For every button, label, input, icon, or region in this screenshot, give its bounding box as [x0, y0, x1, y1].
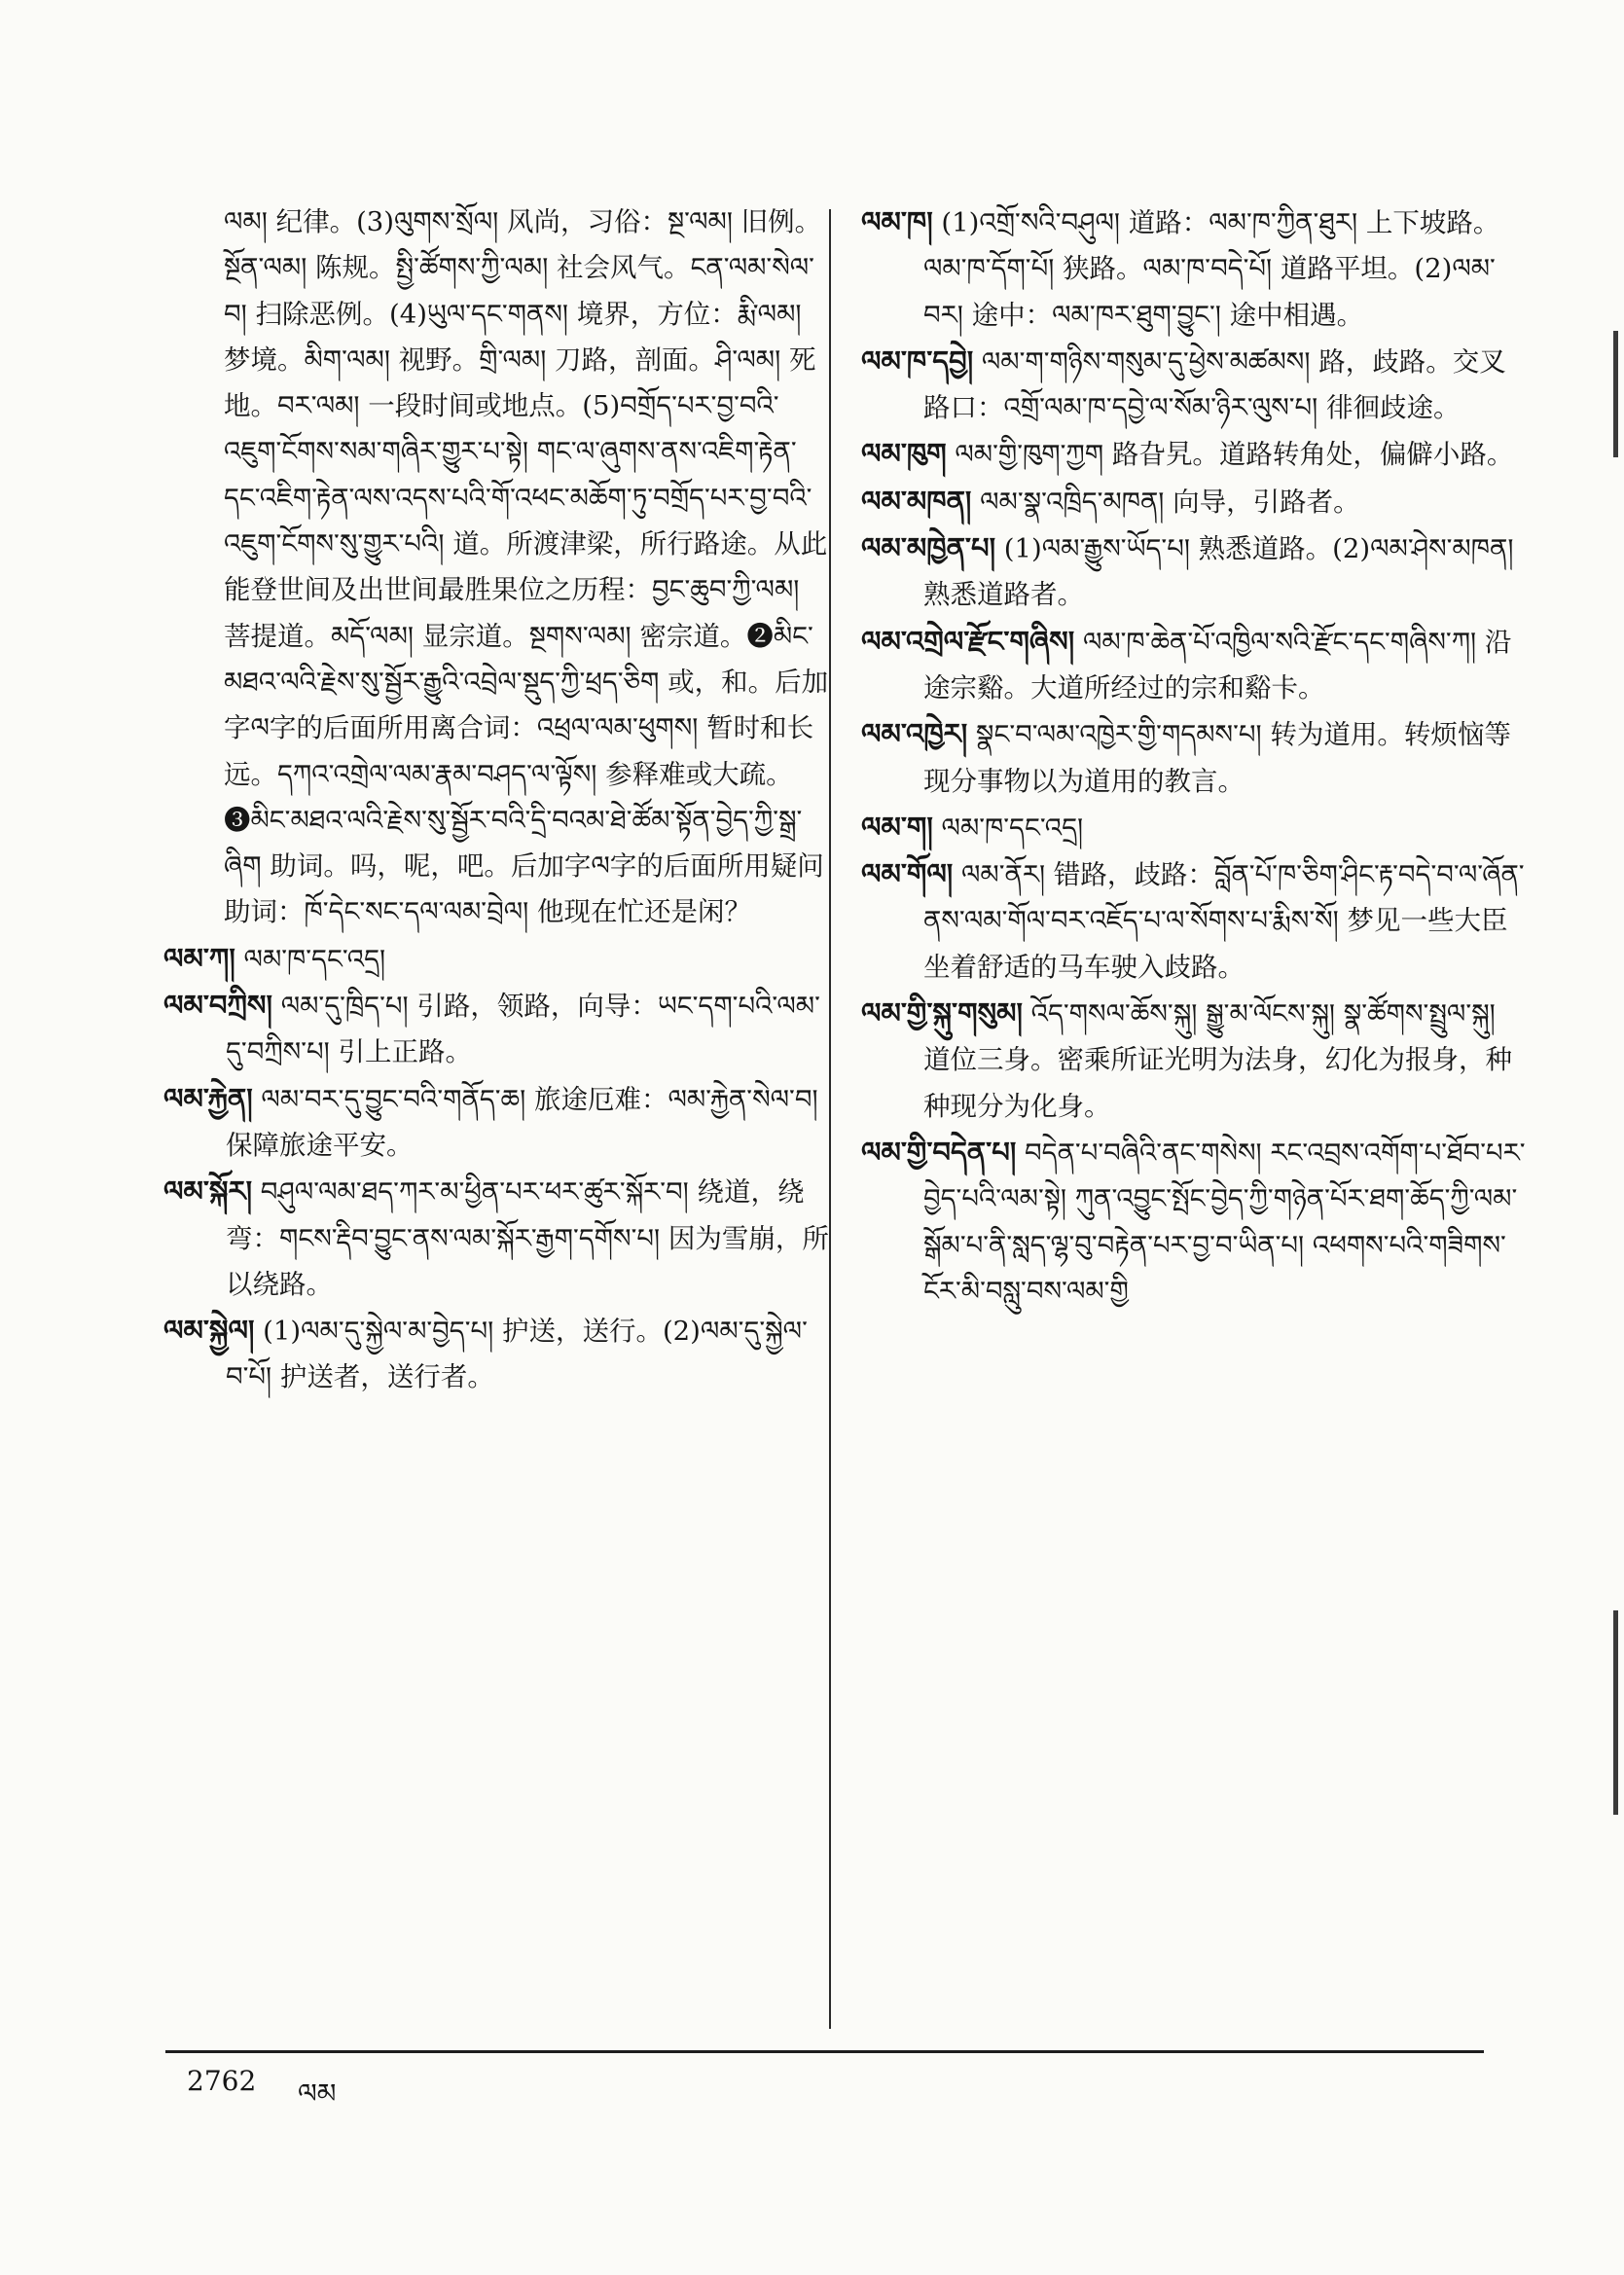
scan-edge-mark	[1613, 1610, 1618, 1815]
entry-text: (1)ལམ་དུ་སྐྱེལ་མ་བྱེད་པ། 护送，送行。(2)ལམ་དུ་སྐྱེལ་བ་པོ། 护送者，送行者。	[226, 1316, 808, 1393]
entry-headword: ལམ་ཁ།	[861, 205, 933, 238]
entry-text: ལམ་སྣ་འཁྲིད་མཁན། 向导，引路者。	[980, 486, 1360, 518]
entry-text: (1)འགྲོ་སའི་བཤུལ། 道路：ལམ་ཁ་ཀྱིན་ཐུར། 上下坡路。ལམ་ཁ་དོག་པོ། 狭路。ལམ་ཁ་བདེ་པོ། 道路平坦。(2)ལམ་བར། 途中：ལམ་ཁར་ཐུག་བྱུང་། 途中相遇。	[923, 207, 1500, 331]
dictionary-entry	[163, 983, 830, 1076]
entry-text: ལམ་བར་དུ་བྱུང་བའི་གནོད་ཆ། 旅途厄难：ལམ་རྐྱེན་སེལ་བ། 保障旅途平安。	[226, 1083, 818, 1161]
entry-headword: ལམ་གོལ།	[861, 857, 954, 891]
entry-headword: ལམ་རྐྱེན།	[163, 1081, 253, 1115]
dictionary-entry	[861, 431, 1528, 478]
dictionary-entry	[861, 619, 1528, 712]
entry-headword: ལམ་ཁ་དབྱེ།	[861, 343, 974, 378]
dictionary-entry	[163, 1169, 830, 1308]
entry-headword: ལམ་མཁན།	[861, 484, 972, 518]
entry-text: བཤུལ་ལམ་ཐད་ཀར་མ་ཕྱིན་པར་ཕར་ཚུར་སྐོར་བ། 绕道，绕弯：གངས་རྡིབ་བྱུང་ནས་ལམ་སྐོར་རྒྱག་དགོས་པ། 因为雪崩，所以绕路。	[226, 1176, 829, 1300]
entry-headword: ལམ་ག།	[861, 810, 933, 844]
entry-text: (1)ལམ་རྒྱུས་ཡོད་པ། 熟悉道路。(2)ལམ་ཤེས་མཁན། 熟悉道路者。	[923, 533, 1514, 611]
entry-text: ལམ་ག་གཉིས་གསུམ་དུ་ཕྱེས་མཚམས། 路，歧路。交叉路口：འགྲོ་ལམ་ཁ་དབྱེ་ལ་སོམ་ཉིར་ལུས་པ། 徘徊歧途。	[923, 345, 1506, 424]
entry-text: ལམ་ཁ་དང་འདྲ།	[243, 943, 386, 975]
dictionary-entry	[861, 525, 1528, 619]
entry-headword: ལམ་འགྲེལ་རྫོང་གཞིས།	[861, 624, 1075, 658]
entry-text: ལམ་དུ་ཁྲིད་པ། 引路，领路，向导：ཡང་དག་པའི་ལམ་དུ་བཀྲིས་པ། 引上正路。	[226, 991, 820, 1068]
dictionary-entry	[163, 199, 830, 936]
entry-headword: ལམ་གྱི་སྐུ་གསུམ།	[861, 996, 1023, 1030]
entry-headword: ལམ་སྐྱེལ།	[163, 1314, 255, 1348]
entry-text: ལམ་གྱི་ཁུག་ཀྱག 路旮旯。道路转角处，偏僻小路。	[955, 439, 1514, 471]
dictionary-entry	[861, 851, 1528, 991]
dictionary-entry	[861, 711, 1528, 805]
dictionary-entry	[861, 991, 1528, 1130]
dictionary-entry	[163, 1308, 830, 1401]
page-number: 2762	[187, 2065, 257, 2097]
footer-rule	[165, 2050, 1484, 2053]
running-head: ལམ	[298, 2077, 337, 2110]
entry-text: ལམ་ཁ་ཆེན་པོ་འཁྱིལ་སའི་རྫོང་དང་གཞིས་ཀ། 沿途宗谿。大道所经过的宗和谿卡。	[923, 626, 1512, 704]
entry-text: ལམ་ནོར། 错路，歧路：བློན་པོ་ཁ་ཅིག་ཤིང་རྟ་བདེ་བ་ལ་ཞོན་ནས་ལམ་གོལ་བར་འཇོད་པ་ལ་སོགས་པ་རྨིས་སོ། 梦见一些大臣坐着舒适的马车驶入歧路。	[923, 859, 1525, 983]
entry-text: བདེན་པ་བཞིའི་ནང་གསེས། རང་འབྲས་འགོག་པ་ཐོབ་པར་བྱེད་པའི་ལམ་སྟེ། ཀུན་འབྱུང་སྤོང་བྱེད་ཀྱི་གཉེན་པོར་ཐག་ཆོད་ཀྱི་ལམ་སྒོམ་པ་ནི་སླད་ལྷ་བུ་བརྟེན་པར་བྱ་བ་ཡིན་པ། འཕགས་པའི་གཟིགས་ངོར་མི་བསླུ་བས་ལམ་གྱི	[923, 1137, 1526, 1307]
dictionary-entry	[163, 936, 830, 983]
left-column	[163, 199, 830, 2009]
entry-text: ལམ་ཁ་དང་འདྲ།	[941, 812, 1084, 844]
entry-text: སྣང་བ་ལམ་འཁྱེར་གྱི་གདམས་པ། 转为道用。转烦恼等现分事物以为道用的教言。	[923, 719, 1511, 797]
entry-text: འོད་གསལ་ཆོས་སྐུ། སྒྱུ་མ་ལོངས་སྐུ། སྣ་ཚོགས་སྤྲུལ་སྐུ། 道位三身。密乘所证光明为法身，幻化为报身，种种现分为化身。	[923, 998, 1512, 1122]
entry-headword: ལམ་མཁྱེན་པ།	[861, 531, 996, 565]
entry-headword: ལམ་སྐོར།	[163, 1174, 253, 1209]
dictionary-entry	[163, 1076, 830, 1170]
entry-headword: ལམ་བཀྲིས།	[163, 989, 272, 1023]
dictionary-entry	[861, 339, 1528, 432]
entry-text: ལམ། 纪律。(3)ལུགས་སྲོལ། 风尚，习俗：སྔ་ལམ། 旧例。སྔོན་ལམ། 陈规。སྤྱི་ཚོགས་ཀྱི་ལམ། 社会风气。ངན་ལམ་སེལ་བ། 扫除恶例。(4)ཡུལ་དང་གནས། 境界，方位：རྨི་ལམ། 梦境。མིག་ལམ། 视野。གྲི་ལམ། 刀路，剖面。ཤི་ལམ། 死地。བར་ལམ། 一段时间或地点。(5)བགྲོད་པར་བྱ་བའི་འཇུག་ངོགས་སམ་གཞིར་གྱུར་པ་སྟེ། གང་ལ་ཞུགས་ནས་འཇིག་རྟེན་དང་འཇིག་རྟེན་ལས་འདས་པའི་གོ་འཕང་མཆོག་ཏུ་བགྲོད་པར་བྱ་བའི་འཇུག་ངོགས་སུ་གྱུར་པའི། 道。所渡津梁，所行路途。从此能登世间及出世间最胜果位之历程：བྱང་ཆུབ་ཀྱི་ལམ། 菩提道。མདོ་ལམ། 显宗道。སྔགས་ལམ། 密宗道。❷མིང་མཐའ་ལའི་རྗེས་སུ་སྦྱོར་རྒྱུའི་འབྲེལ་སྡུད་ཀྱི་ཕྲད་ཅིག 或，和。后加字ལ字的后面所用离合词：འཕྲལ་ལམ་ཕུགས། 暂时和长远。དཀའ་འགྲེལ་ལམ་རྣམ་བཤད་ལ་ལྟོས། 参释难或大疏。❸མིང་མཐའ་ལའི་རྗེས་སུ་སྦྱོར་བའི་དྲི་བའམ་ཐེ་ཚོམ་སྟོན་བྱེད་ཀྱི་སྒྲ་ཞིག 助词。吗，呢，吧。后加字ལ字的后面所用疑问助词：ཁོ་དེང་སང་དལ་ལམ་བྲེལ། 他现在忙还是闲？	[224, 206, 829, 928]
entry-headword: ལམ་འཁྱེར།	[861, 717, 968, 751]
entry-headword: ལམ་གྱི་བདེན་པ།	[861, 1135, 1017, 1169]
dictionary-entry	[861, 199, 1528, 339]
dictionary-entry	[861, 1130, 1528, 1315]
entry-headword: ལམ་ཁུག	[861, 437, 947, 471]
column-divider	[829, 209, 831, 2029]
scan-edge-mark	[1613, 331, 1618, 457]
entry-headword: ལམ་ཀ།	[163, 941, 235, 975]
dictionary-entry	[861, 479, 1528, 525]
right-column	[861, 199, 1528, 2009]
dictionary-entry	[861, 805, 1528, 851]
